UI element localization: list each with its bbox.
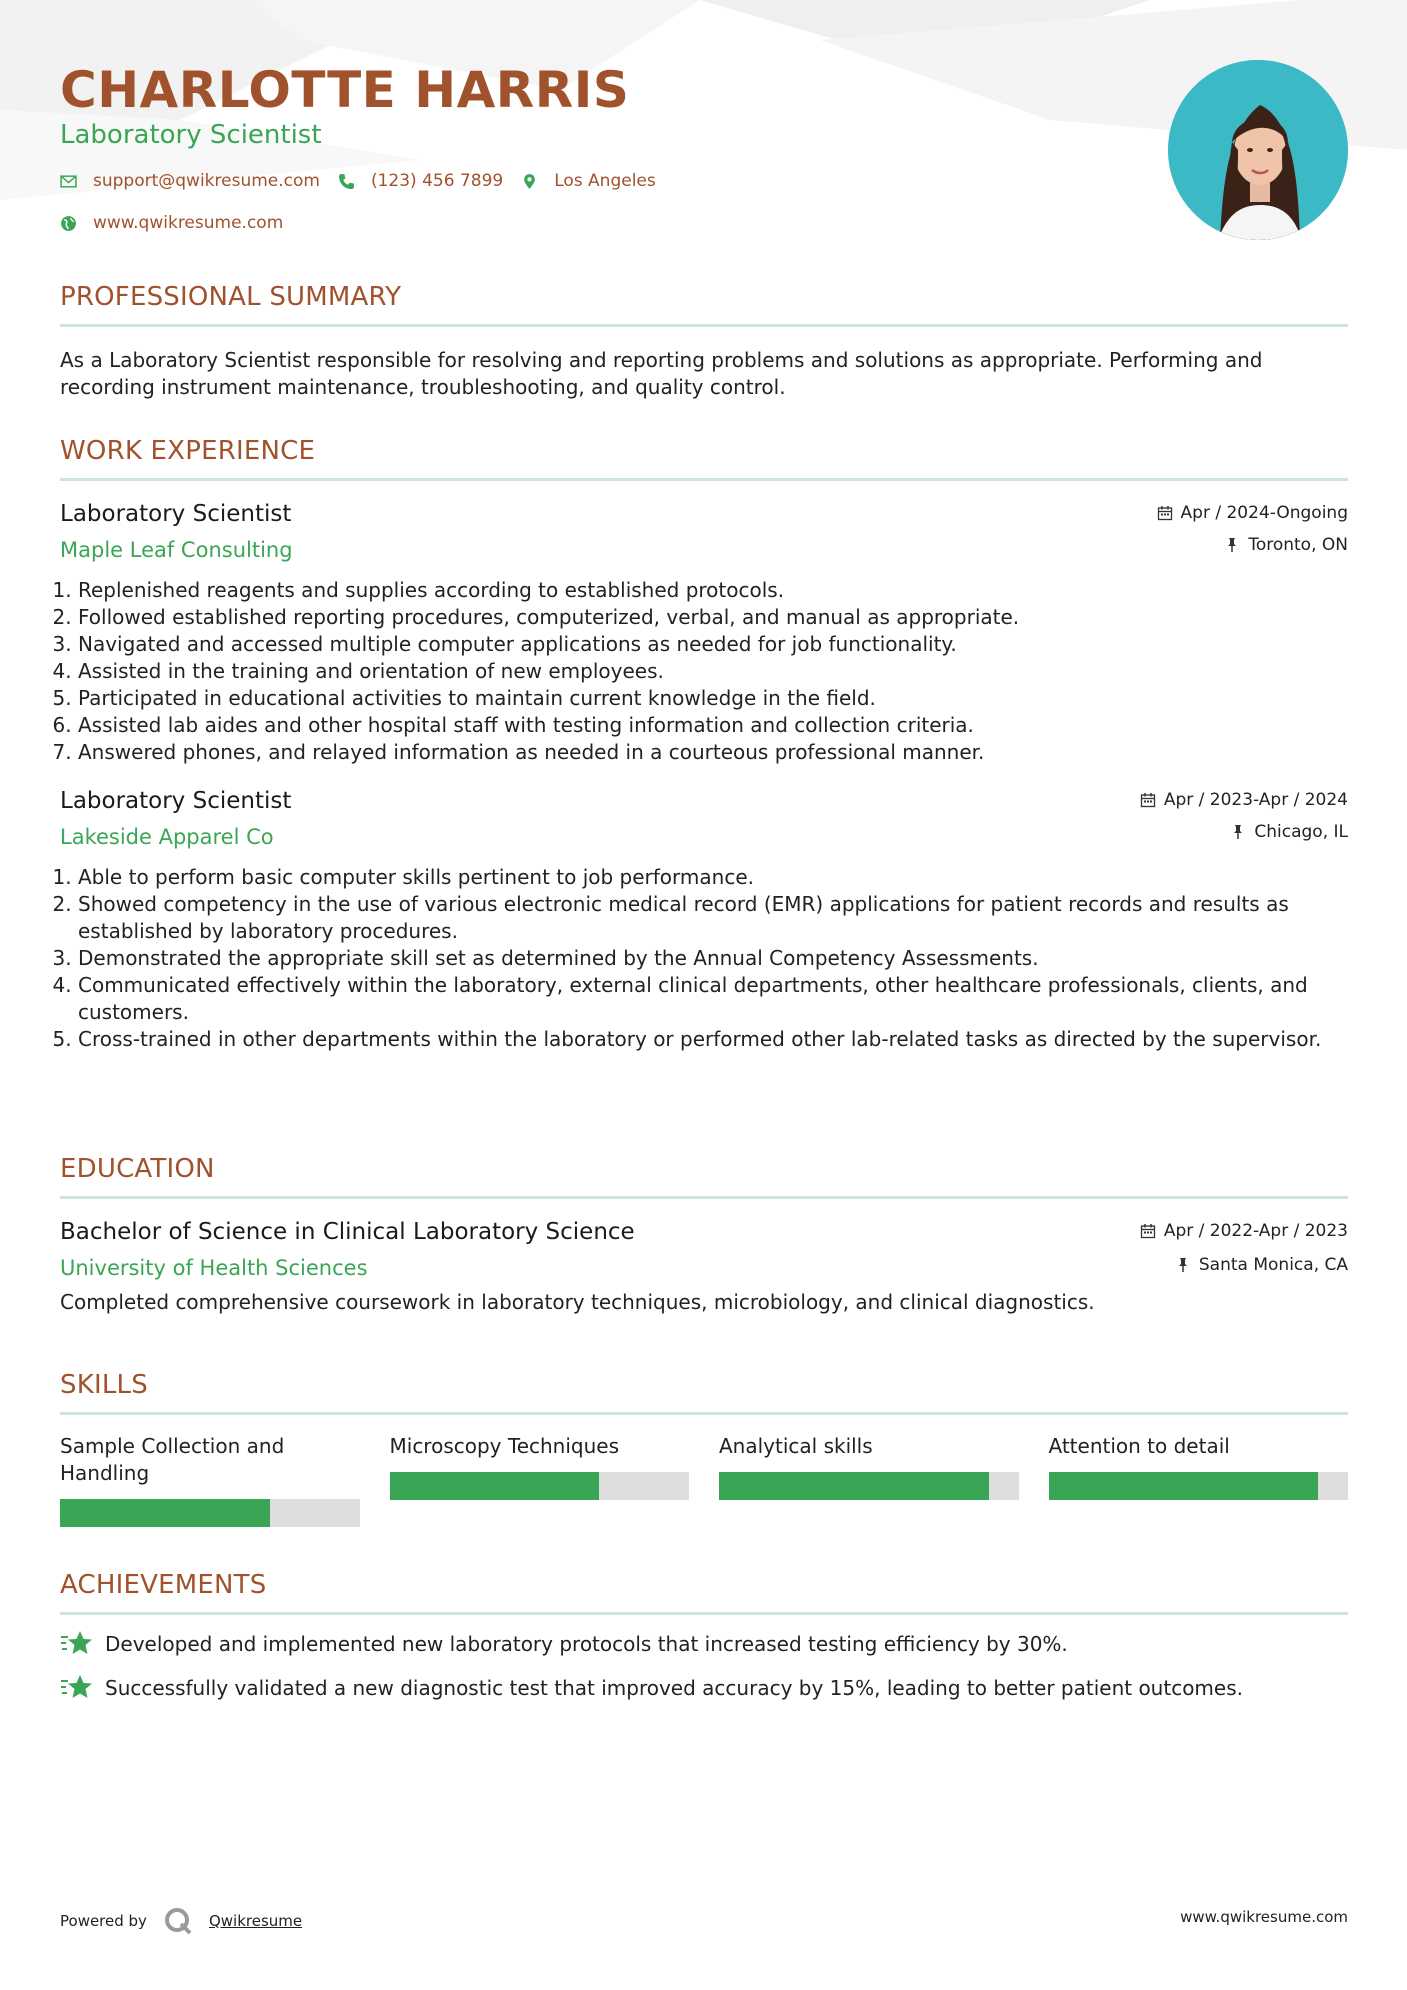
qwikresume-logo-icon [163,1906,193,1936]
education-location [1175,1255,1348,1275]
list-item: 4. Communicated effectively within the laboratory, external clinical departments, other healthcare professionals, clients, and customers. [78,972,1348,1026]
skill-bar [390,1472,690,1500]
skill-bar-fill [1049,1472,1319,1500]
job-company: Lakeside Apparel Co [60,825,274,849]
summary-section [60,280,1348,401]
globe-icon [60,215,77,232]
list-item: 1. Replenished reagents and supplies according to established protocols. [78,577,1348,604]
achievement-text: Successfully validated a new diagnostic test that improved accuracy by 15%, leading to better patient outcomes. [105,1675,1243,1700]
degree-title: Bachelor of Science in Clinical Laboratory Science [60,1219,635,1245]
footer [60,1896,1348,1936]
contact-phone[interactable] [338,171,503,191]
job-date-text: Apr / 2024-Ongoing [1180,503,1348,523]
list-item: 2. Showed competency in the use of various electronic medical record (EMR) applications for patient records and results as established by laboratory procedures. [78,891,1348,945]
job-bullets [60,864,1348,1053]
profile-photo [1168,60,1348,240]
section-divider [60,478,1348,481]
skill-item [60,1433,360,1527]
powered-by [60,1906,302,1936]
section-divider [60,1412,1348,1415]
job-location [1230,822,1348,842]
section-title: PROFESSIONAL SUMMARY [60,282,402,312]
skill-bar-fill [390,1472,600,1500]
section-divider [60,324,1348,327]
brand-link[interactable]: Qwikresume [208,1912,303,1930]
list-item: 3. Demonstrated the appropriate skill set as determined by the Annual Competency Assessments. [78,945,1348,972]
achievement-text: Developed and implemented new laboratory protocols that increased testing efficiency by 30%. [105,1631,1068,1656]
list-item: 5. Cross-trained in other departments within the laboratory or performed other lab-related tasks as directed by the supervisor. [78,1026,1348,1053]
list-item: 4. Assisted in the training and orientation of new employees. [78,658,1348,685]
job-location [1224,535,1348,555]
star-badge-icon [60,1673,92,1703]
education-date [1140,1221,1348,1241]
footer-website[interactable]: www.qwikresume.com [1180,1908,1348,1926]
list-item: 3. Navigated and accessed multiple computer applications as needed for job functionality. [78,631,1348,658]
phone-text: (123) 456 7899 [370,171,504,191]
education-location-text: Santa Monica, CA [1198,1255,1348,1275]
job-date [1140,790,1348,810]
skill-name: Microscopy Techniques [389,1434,619,1458]
section-title: WORK EXPERIENCE [60,436,316,466]
website-text: www.qwikresume.com [93,213,284,233]
candidate-title: Laboratory Scientist [60,120,322,150]
contact-email[interactable] [60,171,320,191]
email-text: support@qwikresume.com [93,171,320,191]
skill-bar [719,1472,1019,1500]
job-entry [60,786,1348,1053]
job-date [1157,503,1348,523]
powered-by-label: Powered by [60,1912,147,1930]
skill-item [390,1433,690,1527]
list-item: 1. Able to perform basic computer skills pertinent to job performance. [78,864,1348,891]
job-location-text: Toronto, ON [1248,535,1348,555]
skills-list [60,1433,1348,1527]
skill-bar [60,1499,360,1527]
calendar-icon [1140,1223,1156,1239]
skill-item [1049,1433,1349,1527]
education-description: Completed comprehensive coursework in laboratory techniques, microbiology, and clinical diagnostics. [60,1290,1095,1314]
education-entry [60,1217,1348,1316]
skill-bar-fill [719,1472,989,1500]
calendar-icon [1157,505,1173,521]
pushpin-icon [1175,1257,1191,1273]
section-divider [60,1196,1348,1199]
job-bullets [60,577,1348,766]
map-pin-icon [521,173,538,190]
pushpin-icon [1224,537,1240,553]
envelope-icon [60,173,77,190]
skills-section [60,1368,1348,1527]
skill-bar [1049,1472,1349,1500]
achievement-item [60,1673,1348,1703]
education-date-text: Apr / 2022-Apr / 2023 [1163,1221,1348,1241]
skill-name: Attention to detail [1048,1434,1230,1458]
list-item: 6. Assisted lab aides and other hospital staff with testing information and collection criteria. [78,712,1348,739]
list-item: 5. Participated in educational activities to maintain current knowledge in the field. [78,685,1348,712]
pushpin-icon [1230,824,1246,840]
section-divider [60,1612,1348,1615]
achievements-section [60,1568,1348,1703]
section-title: EDUCATION [60,1154,215,1184]
school-name: University of Health Sciences [60,1256,368,1280]
skill-item [719,1433,1019,1527]
list-item: 7. Answered phones, and relayed information as needed in a courteous professional manner. [78,739,1348,766]
avatar [1168,60,1348,240]
job-company: Maple Leaf Consulting [60,538,293,562]
calendar-icon [1140,792,1156,808]
education-section [60,1152,1348,1316]
job-location-text: Chicago, IL [1254,822,1348,842]
section-title: SKILLS [60,1370,148,1400]
achievement-item [60,1629,1348,1659]
contact-website[interactable] [60,213,283,233]
experience-section [60,434,1348,1053]
contact-location [521,171,656,191]
phone-icon [338,173,355,190]
location-text: Los Angeles [554,171,656,191]
job-entry [60,499,1348,766]
skill-name: Analytical skills [719,1434,873,1458]
list-item: 2. Followed established reporting procedures, computerized, verbal, and manual as appropriate. [78,604,1348,631]
summary-text: As a Laboratory Scientist responsible for resolving and reporting problems and solutions as appropriate. Performing and recording instrument maintenance, troubleshooting, and quality control. [60,348,1263,399]
candidate-name: CHARLOTTE HARRIS [60,61,630,119]
star-badge-icon [60,1629,92,1659]
skill-bar-fill [60,1499,270,1527]
section-title: ACHIEVEMENTS [60,1570,267,1600]
contact-row-website [60,213,301,233]
job-date-text: Apr / 2023-Apr / 2024 [1163,790,1348,810]
job-title: Laboratory Scientist [60,501,292,527]
job-title: Laboratory Scientist [60,788,292,814]
skill-name: Sample Collection and Handling [60,1434,285,1485]
contact-row [60,171,674,191]
